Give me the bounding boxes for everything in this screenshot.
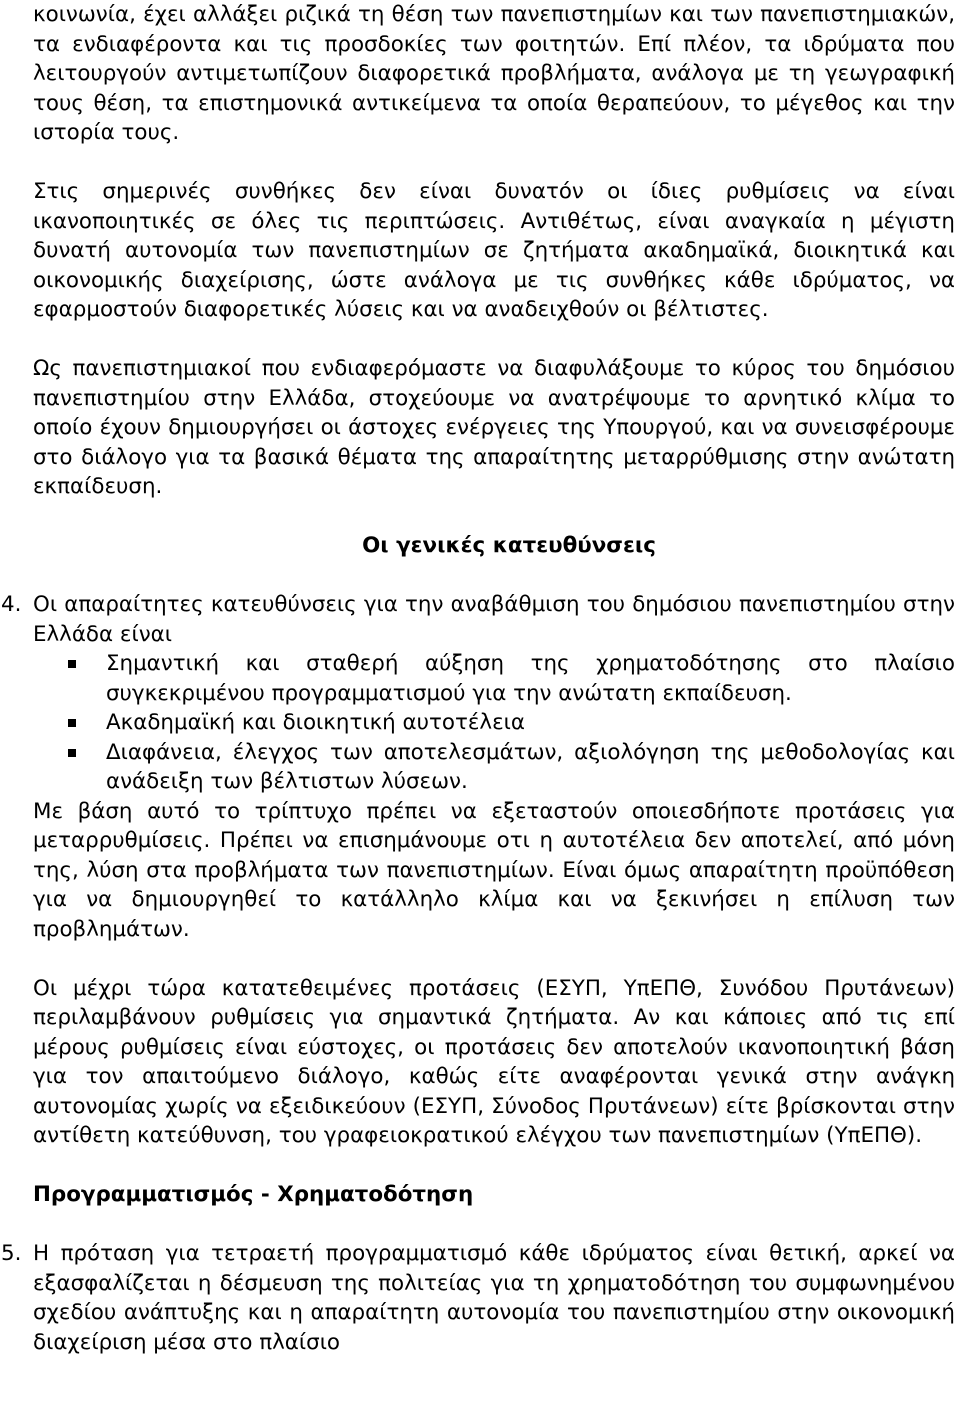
paragraph-gap xyxy=(33,561,955,591)
paragraph-gap xyxy=(33,325,955,355)
list-item-text: Διαφάνεια, έλεγχος των αποτελεσμάτων, αξιολόγηση της μεθοδολογίας και ανάδειξη των βέλτιστων λύσεων. xyxy=(106,739,955,794)
list-item xyxy=(33,708,955,738)
square-bullet-icon xyxy=(68,719,76,727)
paragraph-gap xyxy=(33,502,955,532)
section-heading-general-directions: Οι γενικές κατευθύνσεις xyxy=(362,533,656,558)
section-heading-programming-funding: Προγραμματισμός - Χρηματοδότηση xyxy=(33,1182,474,1207)
paragraph-gap xyxy=(33,1210,955,1240)
item-text: Η πρόταση για τετραετή προγραμματισμό κάθε ιδρύματος είναι θετική, αρκεί να εξασφαλίζεται η δέσμευση της πολιτείας για τη χρηματοδότηση του συμφωνημένου σχεδίου ανάπτυξης και η απαραίτητη αυτονομία του πανεπιστημίου στην οικονομική διαχείριση μέσα στο πλαίσιο xyxy=(33,1241,955,1355)
numbered-item-4 xyxy=(1,590,955,649)
document-page xyxy=(1,0,955,1357)
square-bullet-icon xyxy=(68,749,76,757)
paragraph-gap xyxy=(33,944,955,974)
list-item-text: Ακαδημαϊκή και διοικητική αυτοτέλεια xyxy=(106,710,525,735)
proposals-paragraph: Οι μέχρι τώρα κατατεθειμένες προτάσεις (ΕΣΥΠ, ΥπΕΠΘ, Συνόδου Πρυτάνεων) περιλαμβάνουν ρυθμίσεις για σημαντικά ζητήματα. Αν και κάποιες από τις επί μέρους ρυθμίσεις είναι εύστοχες, οι προτάσεις δεν αποτελούν ικανοποιητική βάση για τον απαιτούμενο διάλογο, καθώς είτε αναφέρονται γενικά στην ανάγκη αυτονομίας χωρίς να εξειδικεύουν (ΕΣΥΠ, Σύνοδος Πρυτάνεων) είτε βρίσκονται στην αντίθετη κατεύθυνση, του γραφειοκρατικού ελέγχου των πανεπιστημίων (ΥπΕΠΘ). xyxy=(33,975,955,1148)
intro-paragraph-1: κοινωνία, έχει αλλάξει ριζικά τη θέση των πανεπιστημίων και των πανεπιστημιακών, τα ενδιαφέροντα και τις προσδοκίες των φοιτητών. Επί πλέον, τα ιδρύματα που λειτουργούν αντιμετωπίζουν διαφορετικά προβλήματα, ανάλογα με τη γεωγραφική τους θέση, τα επιστημονικά αντικείμενα τα οποία θεραπεύουν, το μέγεθος και την ιστορία τους. xyxy=(33,2,955,145)
list-item-text: Σημαντική και σταθερή αύξηση της χρηματοδότησης στο πλαίσιο συγκεκριμένου προγραμματισμού για την ανώτατη εκπαίδευση. xyxy=(106,651,955,706)
square-bullet-icon xyxy=(68,660,76,668)
triptych-paragraph: Με βάση αυτό το τρίπτυχο πρέπει να εξεταστούν οποιεσδήποτε προτάσεις για μεταρρυθμίσεις. Πρέπει να επισημάνουμε οτι η αυτοτέλεια δεν αποτελεί, από μόνη της, λύση στα προβλήματα των πανεπιστημίων. Είναι όμως απαραίτητη προϋπόθεση για να δημιουργηθεί το κατάλληλο κλίμα και να ξεκινήσει η επίλυση των προβλημάτων. xyxy=(33,798,955,942)
item-number: 4. xyxy=(1,592,22,617)
list-item xyxy=(33,738,955,797)
item-text: Οι απαραίτητες κατευθύνσεις για την αναβάθμιση του δημόσιου πανεπιστημίου στην Ελλάδα είναι xyxy=(33,592,955,647)
intro-paragraph-3: Ως πανεπιστημιακοί που ενδιαφερόμαστε να διαφυλάξουμε το κύρος του δημόσιου πανεπιστημίου στην Ελλάδα, στοχεύουμε να ανατρέψουμε το αρνητικό κλίμα το οποίο έχουν δημιουργήσει οι άστοχες ενέργειες της Υπουργού, και να συνεισφέρουμε στο διάλογο για τα βασικά θέματα της απαραίτητης μεταρρύθμισης στην ανώτατη εκπαίδευση. xyxy=(33,356,955,499)
list-item xyxy=(33,649,955,708)
directions-bullet-list xyxy=(33,649,955,797)
item-number: 5. xyxy=(1,1241,22,1266)
paragraph-gap xyxy=(33,148,955,178)
intro-paragraph-2: Στις σημερινές συνθήκες δεν είναι δυνατόν οι ίδιες ρυθμίσεις να είναι ικανοποιητικές σε όλες τις περιπτώσεις. Αντιθέτως, είναι αναγκαία η μέγιστη δυνατή αυτονομία των πανεπιστημίων σε ζητήματα ακαδημαϊκά, διοικητικά και οικονομικής διαχείρισης, ώστε ανάλογα με τις συνθήκες κάθε ιδρύματος, να εφαρμοστούν διαφορετικές λύσεις και να αναδειχθούν οι βέλτιστες. xyxy=(33,179,955,322)
numbered-item-5 xyxy=(1,1239,955,1357)
paragraph-gap xyxy=(33,1151,955,1181)
